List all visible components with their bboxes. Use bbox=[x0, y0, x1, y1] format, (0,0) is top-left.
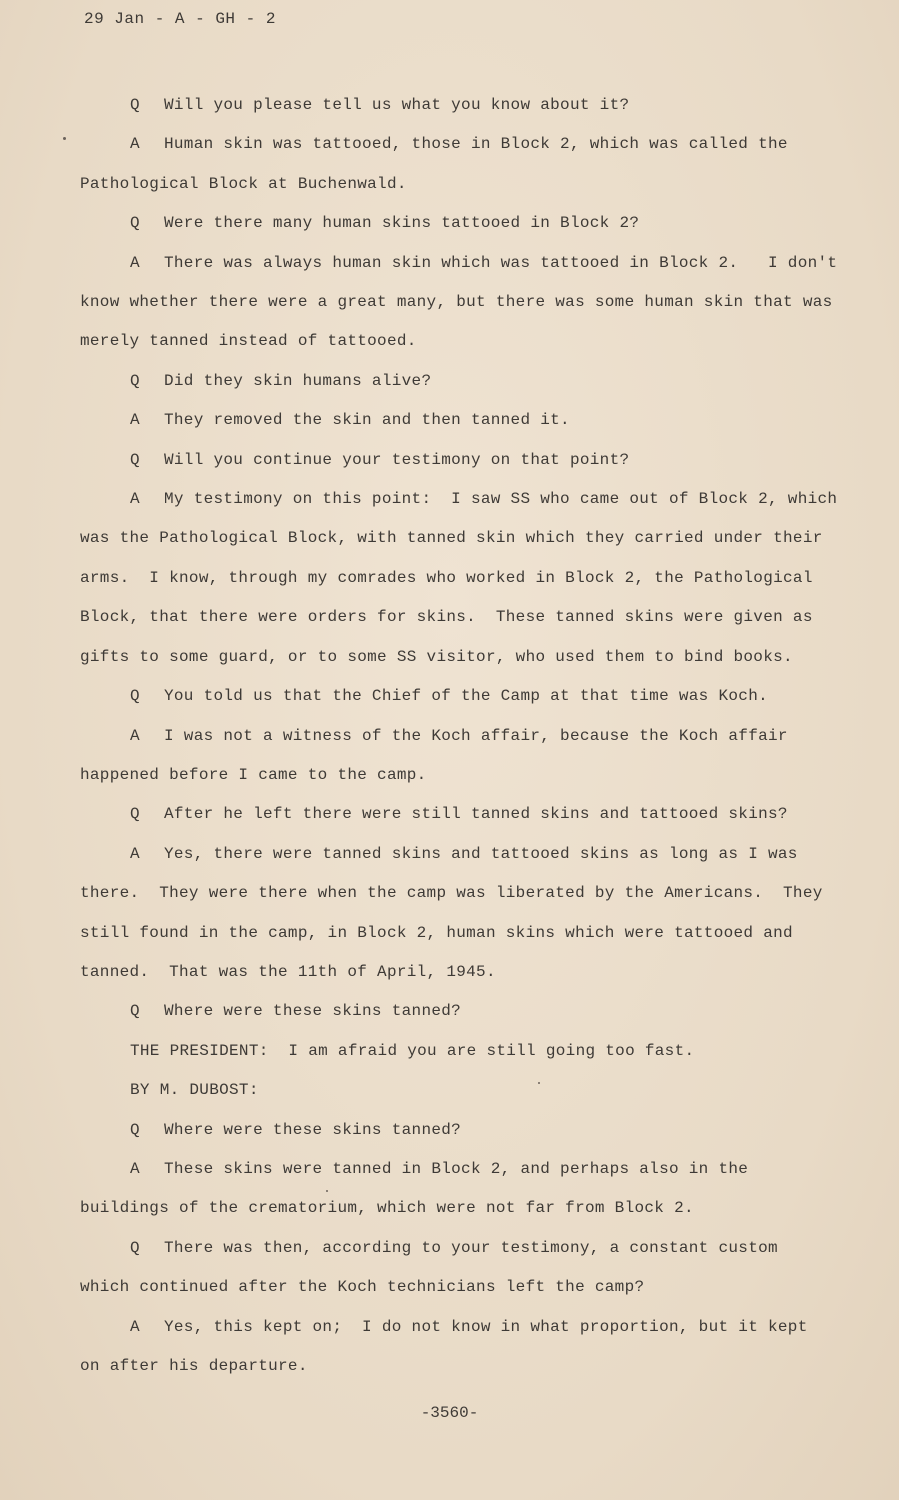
line-text: THE PRESIDENT: I am afraid you are still going too fast. bbox=[130, 1041, 695, 1060]
transcript-line bbox=[80, 914, 840, 953]
speaker-label: A bbox=[130, 1159, 140, 1178]
line-text: Where were these skins tanned? bbox=[164, 1002, 462, 1021]
line-text: My testimony on this point: I saw SS who came out of Block 2, which bbox=[164, 490, 838, 509]
speaker-label: Q bbox=[130, 96, 140, 114]
line-text: on after his departure. bbox=[80, 1357, 308, 1375]
transcript-line bbox=[80, 86, 840, 125]
speaker-label: A bbox=[130, 490, 140, 509]
transcript-line bbox=[80, 283, 840, 322]
speaker-label: Q bbox=[130, 371, 140, 390]
line-text: Block, that there were orders for skins. These tanned skins were given as bbox=[80, 608, 813, 627]
line-text: still found in the camp, in Block 2, human skins which were tattooed and bbox=[80, 923, 793, 942]
transcript-line bbox=[80, 1229, 840, 1268]
transcript-line bbox=[80, 322, 840, 361]
line-text: arms. I know, through my comrades who worked in Block 2, the Pathological bbox=[80, 568, 813, 587]
line-text: Did they skin humans alive? bbox=[164, 371, 432, 390]
speaker-label: A bbox=[130, 726, 140, 745]
line-text: There was then, according to your testimony, a constant custom bbox=[164, 1238, 778, 1257]
page-header-ref: 29 Jan - A - GH - 2 bbox=[84, 10, 276, 28]
transcript-line bbox=[80, 204, 840, 243]
page-number: -3560- bbox=[420, 1404, 479, 1422]
line-text: There was always human skin which was tattooed in Block 2. I don't bbox=[164, 253, 838, 272]
speaker-label: A bbox=[130, 1317, 140, 1336]
transcript-line bbox=[80, 480, 840, 519]
transcript-line bbox=[80, 874, 840, 913]
transcript-line bbox=[80, 559, 840, 598]
speaker-label: Q bbox=[130, 805, 140, 824]
transcript-line bbox=[80, 638, 840, 677]
transcript-line bbox=[80, 165, 840, 204]
transcript-line bbox=[80, 1347, 840, 1386]
line-text: gifts to some guard, or to some SS visitor, who used them to bind books. bbox=[80, 647, 793, 666]
transcript-line bbox=[80, 441, 840, 480]
transcript-line bbox=[80, 677, 840, 716]
transcript-line bbox=[80, 795, 840, 834]
line-text: was the Pathological Block, with tanned skin which they carried under their bbox=[80, 529, 823, 548]
line-text: there. They were there when the camp was liberated by the Americans. They bbox=[80, 884, 823, 903]
transcript-line bbox=[80, 598, 840, 637]
transcript-body bbox=[80, 86, 840, 1386]
line-text: Will you please tell us what you know about it? bbox=[164, 96, 630, 114]
line-text: Were there many human skins tattooed in Block 2? bbox=[164, 214, 640, 233]
line-text: After he left there were still tanned skins and tattooed skins? bbox=[164, 805, 788, 824]
line-text: Yes, there were tanned skins and tattooed skins as long as I was bbox=[164, 844, 798, 863]
line-text: know whether there were a great many, but there was some human skin that was bbox=[80, 293, 833, 312]
line-text: merely tanned instead of tattooed. bbox=[80, 332, 417, 351]
transcript-line bbox=[80, 717, 840, 756]
paper-speck bbox=[538, 1082, 540, 1084]
transcript-line bbox=[80, 953, 840, 992]
line-text: buildings of the crematorium, which were not far from Block 2. bbox=[80, 1199, 694, 1218]
transcript-line bbox=[80, 519, 840, 558]
transcript-line bbox=[80, 1111, 840, 1150]
transcript-line bbox=[80, 125, 840, 164]
transcript-line bbox=[80, 756, 840, 795]
line-text: These skins were tanned in Block 2, and perhaps also in the bbox=[164, 1159, 749, 1178]
line-text: They removed the skin and then tanned it. bbox=[164, 411, 570, 430]
line-text: I was not a witness of the Koch affair, because the Koch affair bbox=[164, 726, 788, 745]
speaker-label: Q bbox=[130, 687, 140, 706]
line-text: happened before I came to the camp. bbox=[80, 765, 427, 784]
speaker-label: Q bbox=[130, 450, 140, 469]
transcript-line bbox=[80, 401, 840, 440]
line-text: Yes, this kept on; I do not know in what proportion, but it kept bbox=[164, 1317, 808, 1336]
transcript-line bbox=[80, 1189, 840, 1228]
line-text: tanned. That was the 11th of April, 1945. bbox=[80, 962, 496, 981]
speaker-label: A bbox=[130, 411, 140, 430]
paper-speck bbox=[63, 137, 66, 140]
transcript-line bbox=[80, 362, 840, 401]
transcript-line bbox=[80, 1268, 840, 1307]
speaker-label: A bbox=[130, 844, 140, 863]
transcript-line bbox=[80, 1032, 840, 1071]
line-text: which continued after the Koch technicians left the camp? bbox=[80, 1278, 645, 1297]
transcript-line bbox=[80, 1308, 840, 1347]
transcript-line bbox=[80, 1150, 840, 1189]
paper-speck bbox=[326, 1190, 328, 1192]
transcript-line bbox=[80, 835, 840, 874]
line-text: BY M. DUBOST: bbox=[130, 1081, 259, 1100]
line-text: Where were these skins tanned? bbox=[164, 1120, 462, 1139]
speaker-label: Q bbox=[130, 1238, 140, 1257]
speaker-label: Q bbox=[130, 1002, 140, 1021]
speaker-label: Q bbox=[130, 214, 140, 233]
transcript-line bbox=[80, 992, 840, 1031]
line-text: You told us that the Chief of the Camp at that time was Koch. bbox=[164, 687, 768, 706]
transcript-line bbox=[80, 244, 840, 283]
line-text: Pathological Block at Buchenwald. bbox=[80, 174, 407, 193]
speaker-label: A bbox=[130, 253, 140, 272]
speaker-label: A bbox=[130, 135, 140, 154]
line-text: Will you continue your testimony on that point? bbox=[164, 450, 630, 469]
line-text: Human skin was tattooed, those in Block 2, which was called the bbox=[164, 135, 788, 154]
transcript-line bbox=[80, 1071, 840, 1110]
speaker-label: Q bbox=[130, 1120, 140, 1139]
